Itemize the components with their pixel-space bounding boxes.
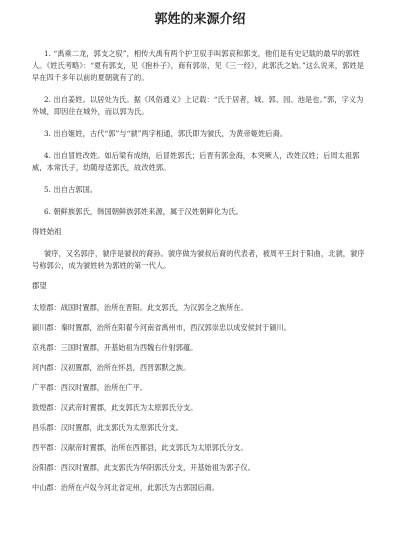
commandery-entry: 河内郡：汉初置郡，治所在怀县，西晋郭默之族。 bbox=[32, 363, 191, 372]
commandery-entry: 中山郡：治所在卢奴今河北省定州，此郭氏为古郭国后裔。 bbox=[32, 483, 219, 492]
origin-paragraph-5: 5. 出自古郭国。 bbox=[44, 185, 98, 194]
commandery-list bbox=[32, 302, 368, 493]
origin-paragraph-2: 2. 出自姜姓。以居处为氏。据《风俗通义》上记载：“氏于居者，城、郭、园、池是也。”郭，字义为外城，即因住在城外，而以郭为氏。 bbox=[32, 95, 364, 116]
origin-ancestor-text: 虢序，又名郭序，虢序是虢叔的裔孙。虢序做为虢叔后裔的代表者，被周平王封于阳曲，北虢，虢序号称郭公，成为虢姓转为郭姓的第一代人。 bbox=[32, 249, 365, 270]
origin-ancestor-heading: 得姓始祖 bbox=[32, 227, 62, 236]
origin-paragraph-1: 1. “禹乘二龙，郭支之驭”，相传大禹有两个护卫驭手叫郭哀和郭支，他们是有史记载的最早的郭姓人。《姓氏考略》：“夏有郭支，见《抱朴子》，商有郭崇，见《三一经》，此郭氏之始。”这么说来，郭姓是早在四千多年以前的夏朝就有了的。 bbox=[32, 49, 365, 82]
commandery-entry: 太原郡：战国时置郡，治所在晋阳。此支郭氏，为汉郭全之族所在。 bbox=[32, 303, 248, 312]
commandery-entry: 京兆郡：三国时置郡，开基始祖为西魏右什射郭蕴。 bbox=[32, 343, 198, 352]
commandery-entry: 广平郡：西汉时置郡，治所在广平。 bbox=[32, 383, 148, 392]
commandery-heading: 郡望 bbox=[32, 281, 47, 290]
commandery-entry: 颍川郡：秦时置郡，治所在阳翟今河南省禹州市，西汉郭崇忠以成安侯封于颍川。 bbox=[32, 323, 291, 332]
origin-paragraph-4: 4. 出自冒姓改姓。如后梁有成纳，后冒姓郭氏；后晋有郭金海，本突厥人，改姓汉姓；后周太祖郭威，本常氏子，幼随母适郭氏，故改姓郭。 bbox=[32, 151, 360, 172]
commandery-entry: 汾阳郡：西汉时置郡，此支郭氏为华阴郭氏分支，开基始祖为郭子仪。 bbox=[32, 463, 255, 472]
page-title: 郭姓的来源介绍 bbox=[154, 12, 246, 27]
commandery-entry: 敦煌郡：汉武帝时置郡，此支郭氏为太原郭氏分支。 bbox=[32, 403, 198, 412]
origin-paragraph-6: 6. 朝鲜族郭氏，韩国朝鲜族郭姓来源，属于汉姓朝鲜化为氏。 bbox=[44, 207, 243, 216]
commandery-entry: 西平郡：汉献帝时置郡，治所在西都县，此支郭氏为太原郭氏分支。 bbox=[32, 443, 248, 452]
commandery-entry: 昌乐郡：汉时置郡，此支郭氏为太原郭氏分支。 bbox=[32, 423, 183, 432]
origin-paragraph-3: 3. 出自姬姓，古代“郭”与“虢”两字相通，郭氏即为虢氏，为黄帝姬姓后裔。 bbox=[44, 129, 288, 138]
